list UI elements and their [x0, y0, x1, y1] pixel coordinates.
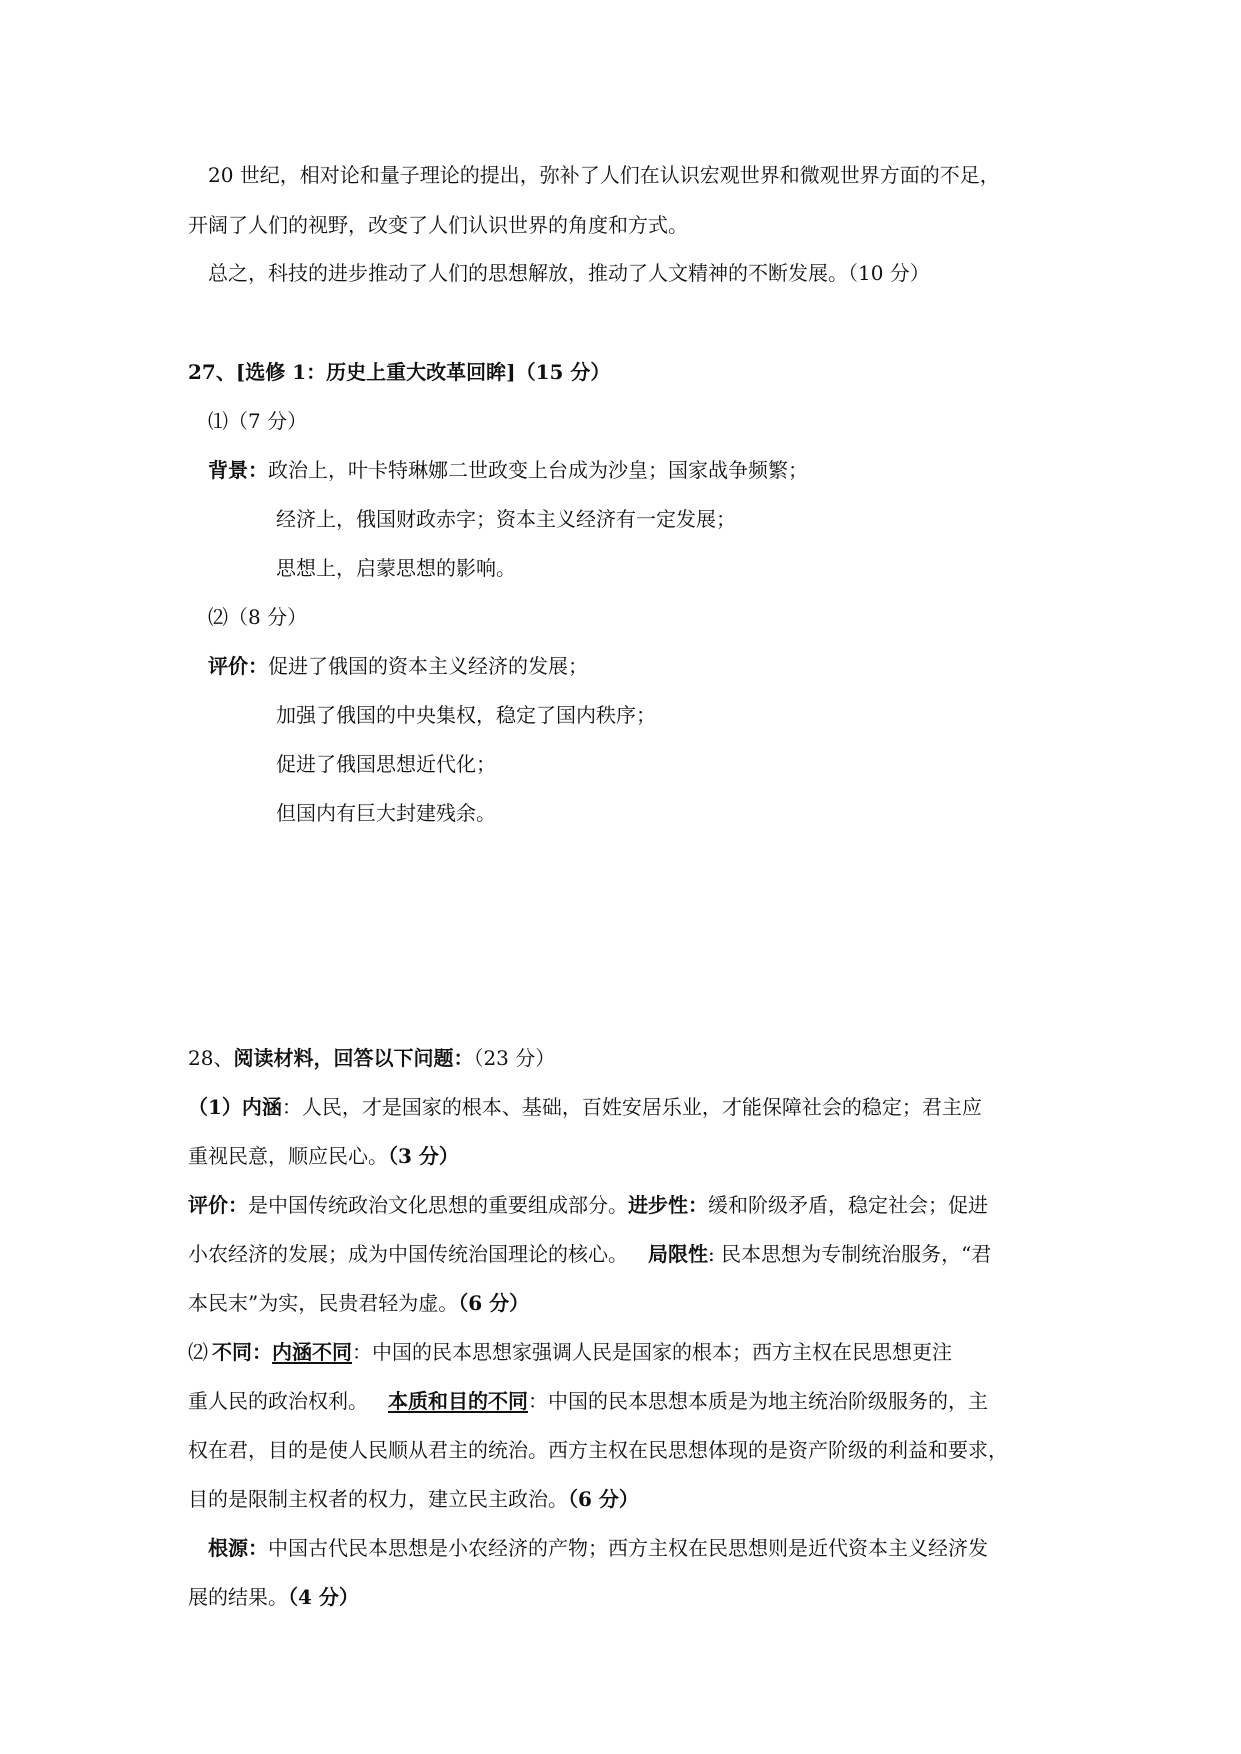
q27-evaluation-item-3: 促进了俄国思想近代化；: [276, 752, 496, 776]
intro-paragraph-1-line-2: 开阔了人们的视野，改变了人们认识世界的角度和方式。: [188, 213, 688, 237]
intro-paragraph-2: 总之，科技的进步推动了人们的思想解放，推动了人文精神的不断发展。（10 分）: [208, 261, 930, 285]
q27-evaluation-item-4: 但国内有巨大封建残余。: [276, 801, 496, 825]
q28-part1-text-1: 人民，才是国家的根本、基础，百姓安居乐业，才能保障社会的稳定；君主应: [301, 1095, 982, 1119]
q28-part2-sub2: 本质和目的不同: [388, 1389, 528, 1413]
q28-part2-text-4: 目的是限制主权者的权力，建立民主政治。: [188, 1487, 568, 1511]
q27-title: 27、[选修 1：历史上重大改革回眸]（15 分）: [188, 360, 611, 384]
q28-eval-text-3: 本民末”为实，民贵君轻为虚。: [188, 1291, 459, 1315]
q28-part2-score: （6 分）: [568, 1487, 639, 1511]
q28-part2-line-2: [188, 1387, 988, 1415]
q28-eval-label: 评价：: [188, 1193, 248, 1217]
q27-part1-label: ⑴（7 分）: [208, 409, 308, 433]
q28-part1-score: （3 分）: [388, 1144, 459, 1168]
q28-part2-text-2: 重人民的政治权利。: [188, 1389, 368, 1413]
q28-title-score: （23 分）: [473, 1046, 556, 1070]
q28-eval-text-2: 小农经济的发展；成为中国传统治国理论的核心。: [188, 1242, 628, 1266]
q28-part2-sub1: 内涵不同: [272, 1340, 352, 1364]
q27-background-row: [208, 456, 808, 484]
q27-evaluation-row: [208, 652, 588, 680]
q28-root-text-2: 展的结果。: [188, 1585, 288, 1609]
q28-eval-text-1: 是中国传统政治文化思想的重要组成部分。: [248, 1193, 628, 1217]
q28-title-text: 阅读材料，回答以下问题：: [233, 1046, 474, 1070]
q28-title-number: 28、: [188, 1046, 234, 1070]
q28-eval-line-3: [188, 1289, 529, 1317]
q28-part2-number: ⑵: [188, 1340, 208, 1364]
q28-root-score: （4 分）: [288, 1585, 359, 1609]
q28-part1-line-1: [188, 1093, 982, 1121]
q28-part1-line-2: [188, 1142, 459, 1170]
q28-eval-line-1: [188, 1191, 988, 1219]
q27-evaluation-item-1: 促进了俄国的资本主义经济的发展；: [268, 654, 588, 678]
q28-part1-colon: ：: [281, 1095, 302, 1119]
q28-part2-line-1: [188, 1338, 952, 1366]
q28-progress-label: 进步性：: [628, 1193, 708, 1217]
q28-part2-label: 不同：: [212, 1340, 272, 1364]
q28-root-line-2: [188, 1583, 359, 1611]
q28-root-text-1: 中国古代民本思想是小农经济的产物；西方主权在民思想则是近代资本主义经济发: [268, 1536, 988, 1560]
q28-root-line-1: [208, 1534, 988, 1562]
intro-paragraph-1-line-1: 20 世纪，相对论和量子理论的提出，弥补了人们在认识宏观世界和微观世界方面的不足，: [208, 163, 1000, 187]
q28-part1-label: （1）内涵: [188, 1095, 282, 1119]
q28-part1-text-2: 重视民意，顺应民心。: [188, 1144, 388, 1168]
q28-eval-line-2: [188, 1240, 991, 1268]
q28-root-label: 根源：: [208, 1536, 268, 1560]
q27-part2-label: ⑵（8 分）: [208, 605, 308, 629]
q28-title: [188, 1044, 555, 1072]
q27-background-item-1: 政治上，叶卡特琳娜二世政变上台成为沙皇；国家战争频繁；: [268, 458, 808, 482]
q28-part2-line-4: [188, 1485, 639, 1513]
q27-evaluation-label: 评价：: [208, 654, 268, 678]
q27-evaluation-item-2: 加强了俄国的中央集权，稳定了国内秩序；: [276, 703, 656, 727]
q28-eval-score: （6 分）: [458, 1291, 530, 1315]
q28-part2-text-1: ：中国的民本思想家强调人民是国家的根本；西方主权在民思想更注: [352, 1340, 952, 1364]
q27-background-item-3: 思想上，启蒙思想的影响。: [276, 556, 516, 580]
q28-eval-text-1-rest: 缓和阶级矛盾，稳定社会；促进: [708, 1193, 988, 1217]
q28-part2-text-2-rest: ：中国的民本思想本质是为地主统治阶级服务的，主: [528, 1389, 988, 1413]
q28-eval-text-2-rest: : 民本思想为专制统治服务，“君: [708, 1242, 992, 1266]
q27-background-label: 背景：: [208, 458, 268, 482]
q28-limit-label: 局限性: [648, 1242, 708, 1266]
q28-part2-line-3: 权在君，目的是使人民顺从君主的统治。西方主权在民思想体现的是资产阶级的利益和要求，: [188, 1438, 1008, 1462]
q27-background-item-2: 经济上，俄国财政赤字；资本主义经济有一定发展；: [276, 507, 736, 531]
